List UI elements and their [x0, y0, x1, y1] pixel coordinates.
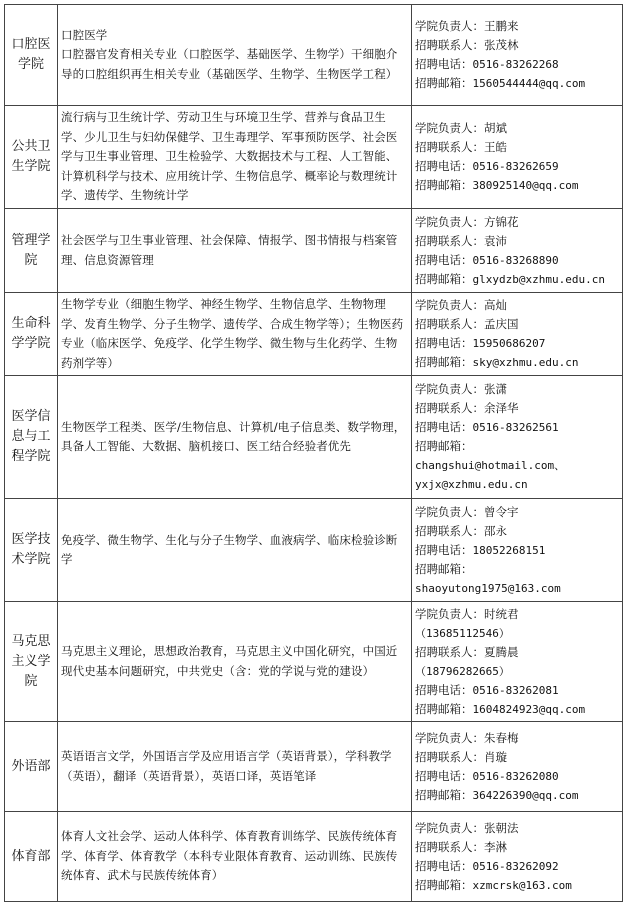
majors-text: 免疫学、微生物学、生化与分子生物学、血液病学、临床检验诊断学 — [61, 532, 398, 566]
majors-text: 流行病与卫生统计学、劳动卫生与环境卫生学、营养与食品卫生学、少儿卫生与妇幼保健学、卫生毒理学、军事预防医学、社会医学与卫生事业管理、卫生检验学、大数据技术与工程、人工智能、计算机科学与技术、应用统计学、生物信息学、概率论与数理统计学、遗传学、生物统计学 — [61, 110, 398, 203]
contact-line — [415, 232, 619, 251]
contact-line — [415, 74, 619, 93]
college-name-cell — [5, 722, 58, 812]
contact-label: 招聘联系人： — [415, 38, 484, 52]
contact-line — [415, 437, 619, 456]
contact-line — [415, 643, 619, 662]
contact-line — [415, 251, 619, 270]
contact-label: 招聘电话： — [415, 768, 473, 783]
contact-line — [415, 36, 619, 55]
contact-label: 招聘联系人： — [415, 749, 484, 764]
college-name-cell — [5, 209, 58, 293]
contact-value: 0516-83262561 — [472, 421, 559, 434]
college-name-cell — [5, 602, 58, 722]
contacts-cell — [412, 293, 623, 376]
contact-label: 学院负责人： — [415, 504, 484, 519]
college-name: 口腔医学院 — [11, 37, 51, 72]
contact-label: 招聘电话： — [415, 420, 473, 434]
contact-value: 邵永 — [484, 523, 507, 538]
table-row — [5, 602, 623, 722]
contact-line — [415, 55, 619, 74]
table-row — [5, 106, 623, 209]
contact-line — [415, 838, 619, 857]
contact-line — [415, 119, 619, 138]
college-name-cell — [5, 293, 58, 376]
contacts-cell — [412, 499, 623, 602]
contact-email[interactable]: 380925140@qq.com — [472, 179, 579, 192]
contact-line — [415, 522, 619, 541]
contact-email[interactable]: sky@xzhmu.edu.cn — [472, 356, 579, 369]
majors-cell — [58, 293, 412, 376]
contact-line — [415, 213, 619, 232]
contact-email[interactable]: shaoyutong1975@163.com — [415, 581, 561, 595]
contact-value: 夏腾晨 — [484, 644, 519, 659]
contact-value: 胡斌 — [484, 121, 507, 135]
contact-value: 张朝法 — [484, 820, 519, 835]
contact-email[interactable]: changshui@hotmail.com、 — [415, 459, 566, 472]
contact-line — [415, 353, 619, 372]
contact-value: （18796282665） — [415, 664, 510, 678]
contact-line — [415, 700, 619, 719]
college-name: 医学技术学院 — [11, 532, 51, 567]
contact-label: 招聘电话： — [415, 336, 473, 350]
college-name-cell — [5, 376, 58, 499]
contacts-cell — [412, 106, 623, 209]
college-name: 外语部 — [11, 758, 51, 774]
college-name: 公共卫生学院 — [11, 139, 51, 174]
contact-value: 0516-83268890 — [472, 253, 559, 267]
majors-cell — [58, 722, 412, 812]
contact-label: 学院负责人： — [415, 382, 484, 396]
college-name: 体育部 — [11, 848, 51, 864]
majors-cell — [58, 106, 412, 209]
contact-line — [415, 456, 619, 475]
college-name-cell — [5, 5, 58, 106]
table-body — [5, 5, 623, 902]
college-name-cell — [5, 499, 58, 602]
majors-cell — [58, 602, 412, 722]
contact-label: 招聘联系人： — [415, 140, 484, 154]
contact-line — [415, 748, 619, 767]
contact-email[interactable]: 1560544444@qq.com — [472, 77, 586, 90]
majors-text: 英语语言文学，外国语言学及应用语言学（英语背景），学科教学（英语），翻译（英语背景），英语口译，英语笔译 — [61, 749, 392, 783]
contact-line — [415, 334, 619, 353]
contact-email[interactable]: xzmcrsk@163.com — [472, 878, 572, 892]
contact-label: 招聘邮箱： — [415, 877, 473, 892]
contact-line — [415, 475, 619, 494]
contact-email[interactable]: 1604824923@qq.com — [472, 702, 586, 716]
contact-line — [415, 579, 619, 598]
contact-line — [415, 560, 619, 579]
contact-label: 招聘联系人： — [415, 233, 484, 248]
contact-line — [415, 767, 619, 786]
contact-label: 招聘电话： — [415, 682, 473, 697]
college-name: 医学信息与工程学院 — [11, 409, 51, 464]
majors-text: 社会医学与卫生事业管理、社会保障、情报学、图书情报与档案管理、信息资源管理 — [61, 233, 398, 267]
contact-label: 学院负责人： — [415, 214, 484, 229]
contact-line — [415, 176, 619, 195]
contact-line — [415, 819, 619, 838]
table-row — [5, 376, 623, 499]
contact-value: 李淋 — [484, 839, 507, 854]
contact-label: 招聘联系人： — [415, 317, 484, 331]
contact-value: 0516-83262092 — [472, 859, 559, 873]
majors-cell — [58, 209, 412, 293]
contact-line — [415, 270, 619, 289]
contact-label: 招聘邮箱： — [415, 561, 473, 576]
contact-value: 0516-83262080 — [472, 769, 559, 783]
contact-label: 招聘联系人： — [415, 644, 484, 659]
contact-line — [415, 786, 619, 805]
contact-label: 学院负责人： — [415, 121, 484, 135]
contacts-cell — [412, 209, 623, 293]
majors-cell — [58, 376, 412, 499]
contact-line — [415, 315, 619, 334]
contact-line — [415, 138, 619, 157]
contact-label: 招聘电话： — [415, 542, 473, 557]
contact-line — [415, 418, 619, 437]
contact-email[interactable]: glxydzb@xzhmu.edu.cn — [472, 272, 605, 286]
table-row — [5, 499, 623, 602]
contact-label: 招聘邮箱： — [415, 271, 473, 286]
contact-label: 招聘邮箱： — [415, 439, 473, 453]
contact-value: 朱春梅 — [484, 730, 519, 745]
contact-line — [415, 380, 619, 399]
contact-label: 招聘电话： — [415, 159, 473, 173]
contact-label: 招聘邮箱： — [415, 76, 473, 90]
contact-value: 张茂林 — [484, 38, 519, 52]
contact-line — [415, 605, 619, 624]
table-row — [5, 722, 623, 812]
contact-value: 时统君 — [484, 606, 519, 621]
contact-label: 招聘邮箱： — [415, 787, 473, 802]
contact-value: 0516-83262081 — [472, 683, 559, 697]
table-row — [5, 293, 623, 376]
contact-label: 学院负责人： — [415, 606, 484, 621]
contact-label: 招聘联系人： — [415, 401, 484, 415]
contact-value: 曾令宇 — [484, 504, 519, 519]
contact-value: 高灿 — [484, 298, 507, 312]
contacts-cell — [412, 602, 623, 722]
contact-value: 孟庆国 — [484, 317, 519, 331]
contact-label: 招聘电话： — [415, 858, 473, 873]
contact-value: 15950686207 — [472, 337, 546, 350]
contact-label: 学院负责人： — [415, 298, 484, 312]
table-row — [5, 812, 623, 902]
college-name: 马克思主义学院 — [11, 633, 51, 689]
contacts-cell — [412, 5, 623, 106]
contact-line — [415, 876, 619, 895]
contact-value: 方锦花 — [484, 214, 519, 229]
contact-value: 王鹏来 — [484, 19, 519, 33]
college-name: 生命科学学院 — [11, 316, 51, 351]
contact-email[interactable]: yxjx@xzhmu.edu.cn — [415, 478, 528, 491]
table-row — [5, 209, 623, 293]
majors-cell — [58, 5, 412, 106]
college-name-cell — [5, 106, 58, 209]
contact-line — [415, 729, 619, 748]
contact-line — [415, 157, 619, 176]
majors-text: 生物学专业（细胞生物学、神经生物学、生物信息学、生物物理学、发育生物学、分子生物学、遗传学、合成生物学等）；生物医药专业（临床医学、免疫学、化学生物学、微生物与生化药学、生物药剂学等） — [61, 297, 404, 370]
contact-label: 招聘联系人： — [415, 839, 484, 854]
contact-value: （13685112546） — [415, 626, 510, 640]
majors-cell — [58, 499, 412, 602]
contact-label: 招聘邮箱： — [415, 701, 473, 716]
contact-value: 袁沛 — [484, 233, 507, 248]
majors-text: 马克思主义理论，思想政治教育，马克思主义中国化研究，中国近现代史基本问题研究，中共党史（含：党的学说与党的建设） — [61, 644, 398, 678]
contact-value: 0516-83262268 — [472, 58, 559, 71]
contact-value: 肖璇 — [484, 749, 507, 764]
majors-cell — [58, 812, 412, 902]
contact-line — [415, 624, 619, 643]
table-row — [5, 5, 623, 106]
recruitment-table — [4, 4, 623, 902]
contact-line — [415, 541, 619, 560]
contact-label: 学院负责人： — [415, 730, 484, 745]
contact-label: 招聘邮箱： — [415, 355, 473, 369]
contact-label: 学院负责人： — [415, 19, 484, 33]
contact-label: 招聘邮箱： — [415, 178, 473, 192]
majors-text: 口腔医学 口腔器官发育相关专业（口腔医学、基础医学、生物学）干细胞介导的口腔组织再生相关专业（基础医学、生物学、生物医学工程） — [61, 27, 398, 81]
contacts-cell — [412, 376, 623, 499]
majors-text: 体育人文社会学、运动人体科学、体育教育训练学、民族传统体育学、体育学、体育教学（本科专业限体育教育、运动训练、民族传统体育、武术与民族传统体育） — [61, 829, 398, 883]
contact-email[interactable]: 364226390@qq.com — [472, 788, 579, 802]
contacts-cell — [412, 812, 623, 902]
contacts-cell — [412, 722, 623, 812]
contact-value: 余泽华 — [484, 401, 519, 415]
contact-line — [415, 503, 619, 522]
contact-label: 招聘电话： — [415, 57, 473, 71]
contact-line — [415, 681, 619, 700]
contact-value: 18052268151 — [472, 543, 546, 557]
contact-line — [415, 17, 619, 36]
majors-text: 生物医学工程类、医学/生物信息、计算机/电子信息类、数学物理，具备人工智能、大数据、脑机接口、医工结合经验者优先 — [61, 419, 406, 453]
contact-value: 王皓 — [484, 140, 507, 154]
contact-line — [415, 399, 619, 418]
contact-label: 招聘联系人： — [415, 523, 484, 538]
contact-line — [415, 857, 619, 876]
contact-line — [415, 662, 619, 681]
college-name-cell — [5, 812, 58, 902]
contact-label: 学院负责人： — [415, 820, 484, 835]
contact-label: 招聘电话： — [415, 252, 473, 267]
contact-value: 0516-83262659 — [472, 160, 559, 173]
contact-line — [415, 296, 619, 315]
college-name: 管理学院 — [11, 232, 51, 268]
contact-value: 张潇 — [484, 382, 507, 396]
